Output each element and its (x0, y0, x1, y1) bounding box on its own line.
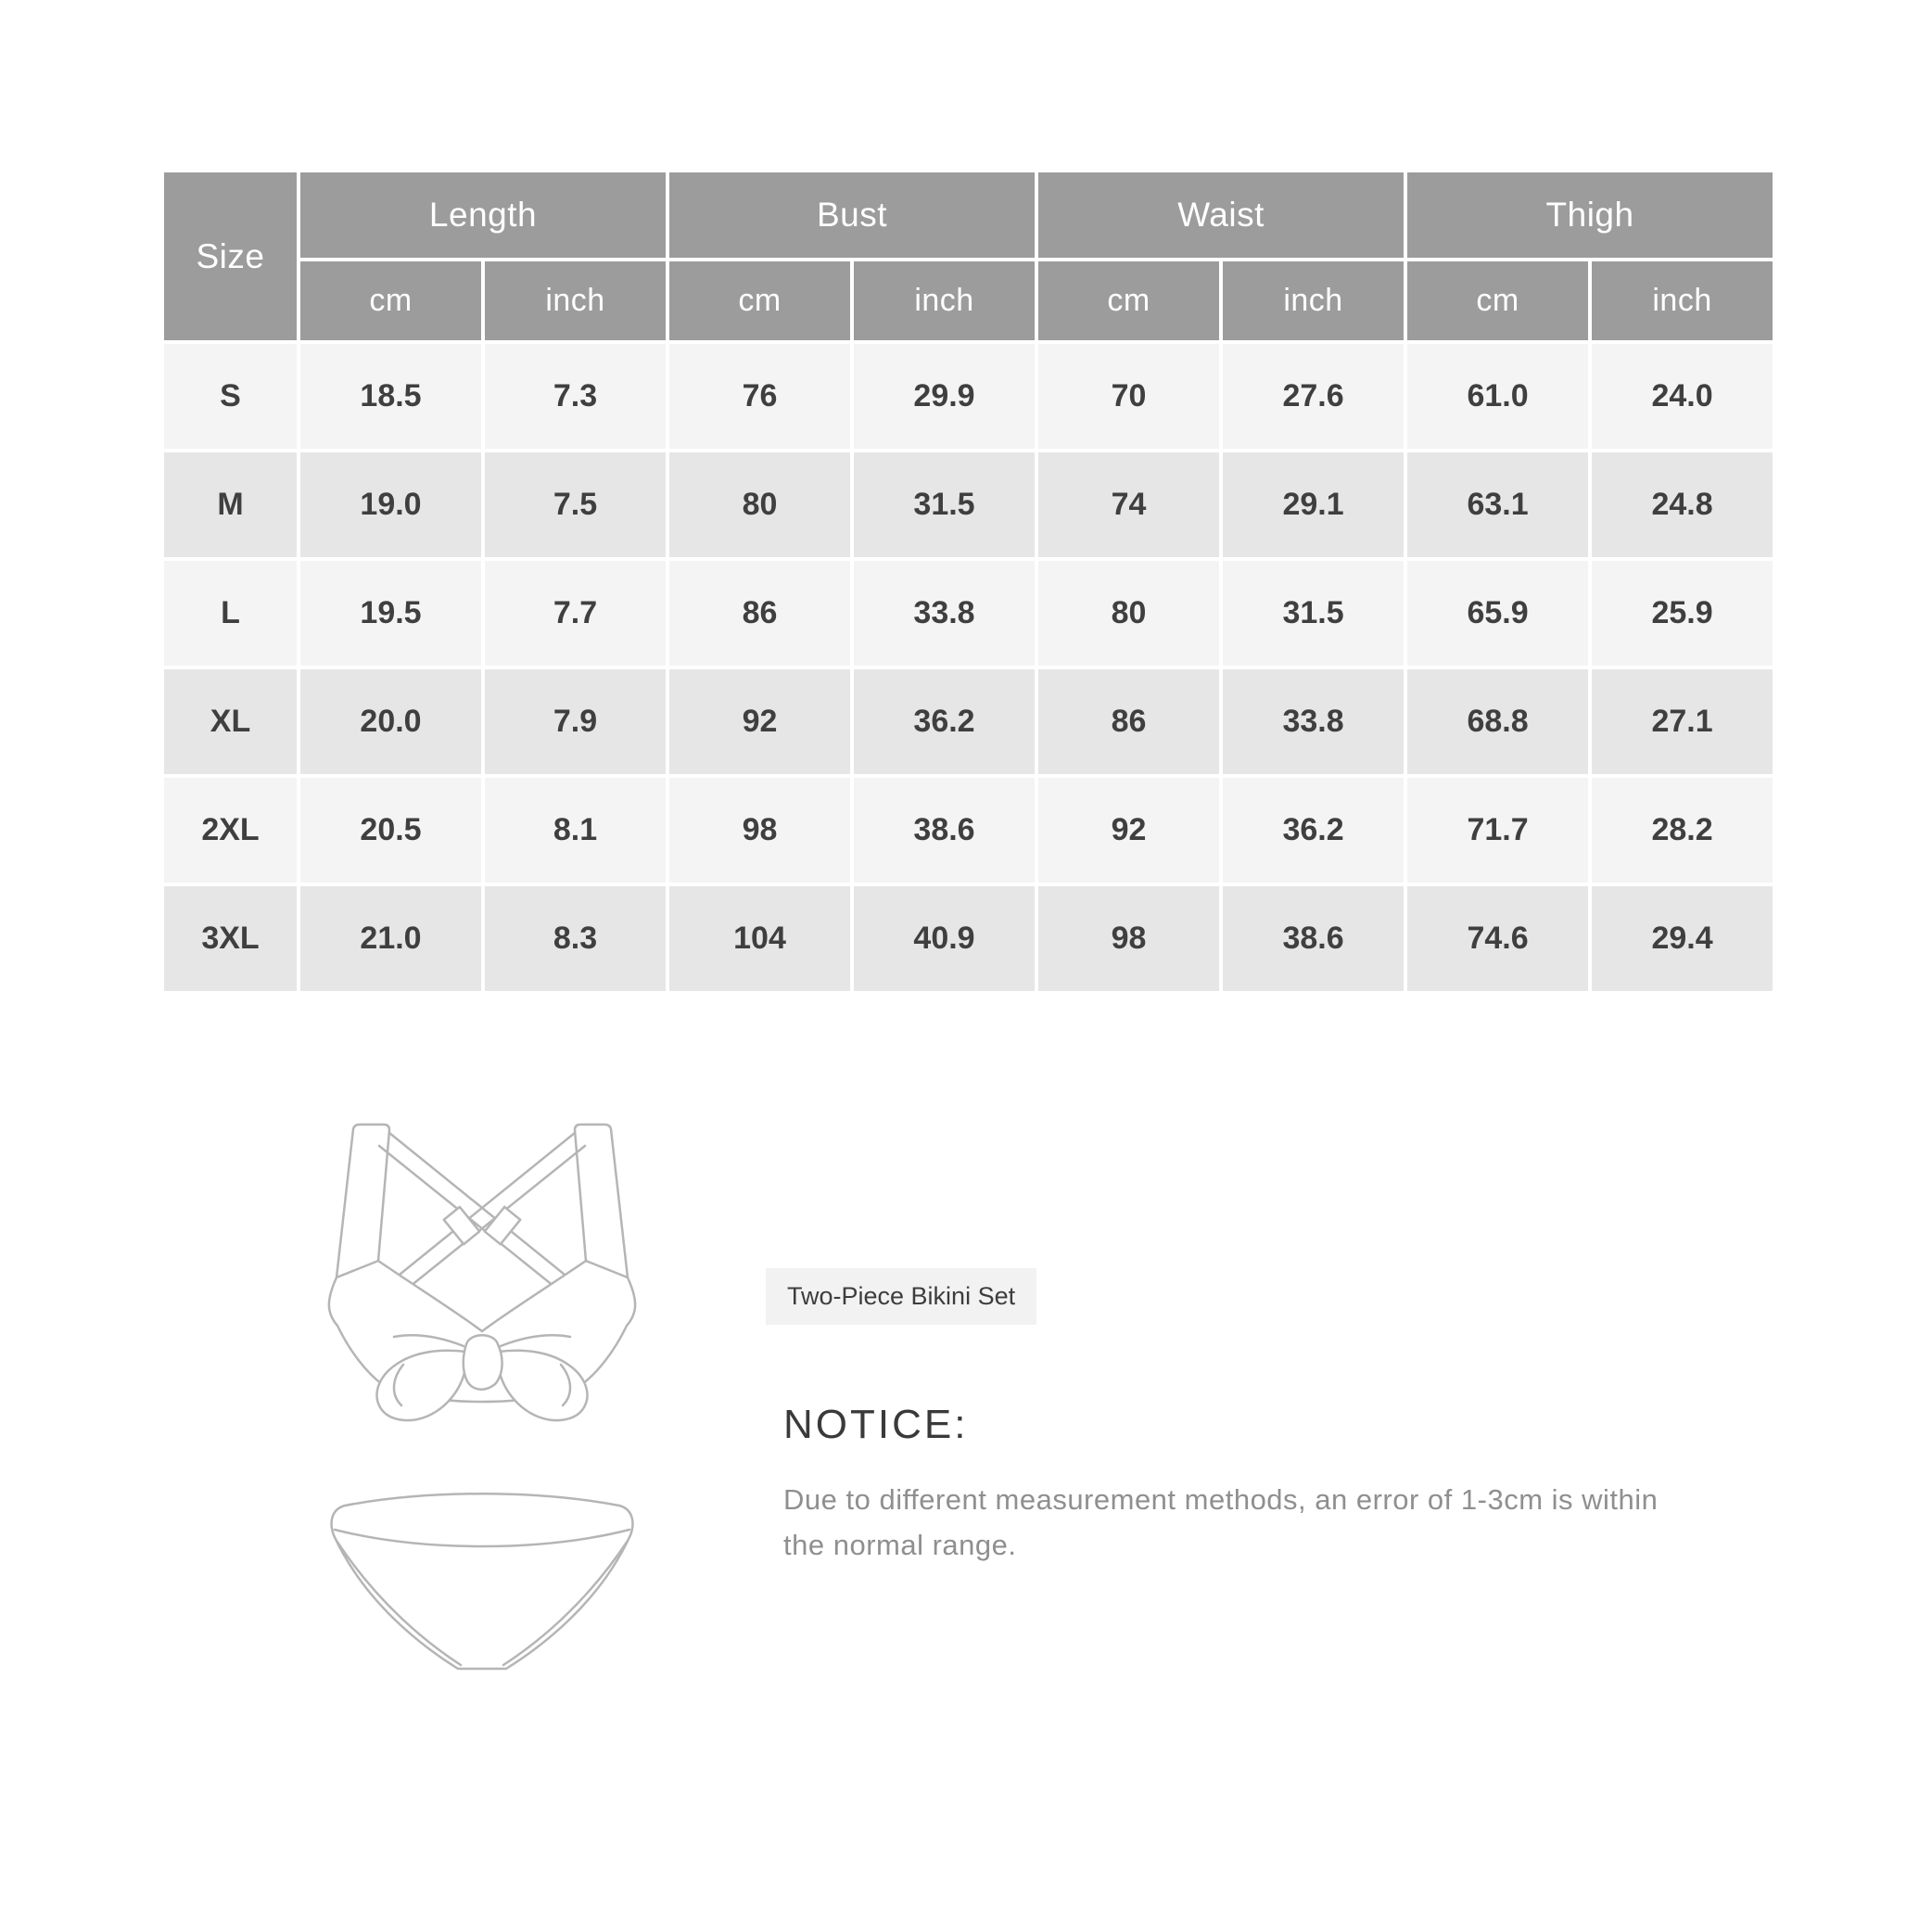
measurement-cell: 7.7 (483, 559, 667, 667)
measurement-cell: 8.1 (483, 776, 667, 884)
measurement-cell: 25.9 (1590, 559, 1774, 667)
measurement-cell: 29.9 (852, 342, 1036, 451)
notice-body: Due to different measurement methods, an error of 1-3cm is within the normal range. (783, 1483, 1659, 1561)
unit-cm: cm (1036, 260, 1221, 342)
measurement-cell: 74.6 (1405, 884, 1590, 993)
unit-cm: cm (299, 260, 483, 342)
measurement-cell: 92 (667, 667, 852, 776)
size-cell: L (162, 559, 299, 667)
table-row (162, 776, 1774, 884)
size-cell: M (162, 451, 299, 559)
measurement-cell: 92 (1036, 776, 1221, 884)
size-cell: S (162, 342, 299, 451)
notice-title: NOTICE: (783, 1402, 969, 1447)
size-cell: XL (162, 667, 299, 776)
measurement-cell: 70 (1036, 342, 1221, 451)
measurement-cell: 29.1 (1221, 451, 1405, 559)
size-chart-table (160, 169, 1776, 995)
unit-inch: inch (1590, 260, 1774, 342)
measurement-cell: 86 (667, 559, 852, 667)
measurement-cell: 63.1 (1405, 451, 1590, 559)
measurement-cell: 98 (667, 776, 852, 884)
header-group-row (162, 171, 1774, 260)
measurement-cell: 31.5 (852, 451, 1036, 559)
measurement-cell: 31.5 (1221, 559, 1405, 667)
measurement-cell: 104 (667, 884, 852, 993)
measurement-cell: 20.0 (299, 667, 483, 776)
bikini-top-illustration (324, 1122, 640, 1428)
unit-cm: cm (667, 260, 852, 342)
table-row (162, 884, 1774, 993)
measurement-cell: 38.6 (1221, 884, 1405, 993)
measurement-cell: 61.0 (1405, 342, 1590, 451)
measurement-cell: 80 (667, 451, 852, 559)
measurement-cell: 28.2 (1590, 776, 1774, 884)
unit-cm: cm (1405, 260, 1590, 342)
measurement-cell: 24.0 (1590, 342, 1774, 451)
product-label: Two-Piece Bikini Set (766, 1268, 1036, 1325)
bottom-outline (332, 1493, 633, 1669)
measurement-cell: 19.0 (299, 451, 483, 559)
measurement-cell: 33.8 (852, 559, 1036, 667)
unit-inch: inch (483, 260, 667, 342)
bikini-bottom-illustration (324, 1481, 640, 1697)
unit-inch: inch (1221, 260, 1405, 342)
measurement-cell: 86 (1036, 667, 1221, 776)
measurement-cell: 65.9 (1405, 559, 1590, 667)
table-row (162, 451, 1774, 559)
measurement-cell: 80 (1036, 559, 1221, 667)
header-thigh: Thigh (1405, 171, 1774, 260)
measurement-cell: 24.8 (1590, 451, 1774, 559)
measurement-cell: 76 (667, 342, 852, 451)
unit-inch: inch (852, 260, 1036, 342)
measurement-cell: 29.4 (1590, 884, 1774, 993)
strap-adjuster (485, 1207, 520, 1244)
measurement-cell: 7.3 (483, 342, 667, 451)
size-table-body (162, 342, 1774, 993)
header-bust: Bust (667, 171, 1036, 260)
measurement-cell: 27.1 (1590, 667, 1774, 776)
header-length: Length (299, 171, 667, 260)
measurement-cell: 27.6 (1221, 342, 1405, 451)
measurement-cell: 36.2 (1221, 776, 1405, 884)
measurement-cell: 20.5 (299, 776, 483, 884)
knot-center (464, 1335, 502, 1389)
measurement-cell: 71.7 (1405, 776, 1590, 884)
table-header (162, 171, 1774, 342)
measurement-cell: 19.5 (299, 559, 483, 667)
measurement-cell: 38.6 (852, 776, 1036, 884)
measurement-cell: 33.8 (1221, 667, 1405, 776)
header-size: Size (162, 171, 299, 342)
measurement-cell: 68.8 (1405, 667, 1590, 776)
table-row (162, 342, 1774, 451)
measurement-cell: 40.9 (852, 884, 1036, 993)
measurement-cell: 21.0 (299, 884, 483, 993)
measurement-cell: 7.5 (483, 451, 667, 559)
measurement-cell: 18.5 (299, 342, 483, 451)
size-cell: 2XL (162, 776, 299, 884)
table-row (162, 667, 1774, 776)
measurement-cell: 98 (1036, 884, 1221, 993)
measurement-cell: 7.9 (483, 667, 667, 776)
strap-adjuster (444, 1207, 479, 1244)
header-unit-row (162, 260, 1774, 342)
table-row (162, 559, 1774, 667)
measurement-cell: 8.3 (483, 884, 667, 993)
measurement-cell: 36.2 (852, 667, 1036, 776)
header-waist: Waist (1036, 171, 1405, 260)
size-cell: 3XL (162, 884, 299, 993)
measurement-cell: 74 (1036, 451, 1221, 559)
